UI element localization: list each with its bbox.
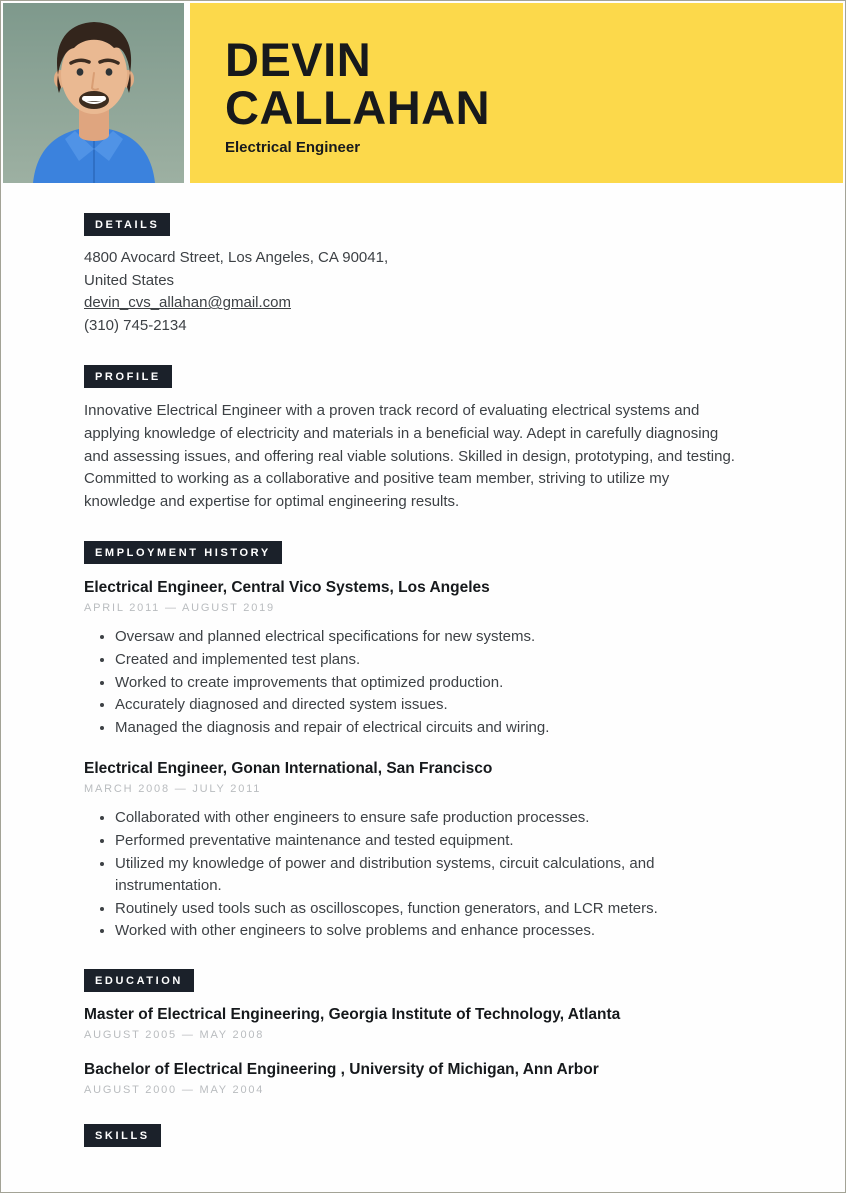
section-details — [84, 213, 745, 337]
education-dates: AUGUST 2000 — MAY 2004 — [84, 1083, 265, 1096]
job-bullet: • Accurately diagnosed and directed system issues. — [115, 694, 745, 717]
job-title: Electrical Engineer, Central Vico Systems, Los Angeles — [84, 579, 490, 597]
address-line-2: United States — [84, 271, 175, 289]
job-entry — [84, 759, 745, 943]
job-dates: MARCH 2008 — JULY 2011 — [84, 783, 262, 796]
job-title-subtitle: Electrical Engineer — [225, 139, 361, 156]
resume-body — [3, 213, 843, 1147]
header-band — [190, 3, 843, 183]
email-link[interactable]: devin_cvs_allahan@gmail.com — [84, 294, 291, 312]
job-bullet-list — [84, 807, 745, 943]
job-bullet: • Performed preventative maintenance and tested equipment. — [115, 830, 745, 853]
job-bullet-list — [84, 626, 745, 739]
education-entry — [84, 1005, 745, 1041]
job-bullet: • Worked to create improvements that optimized production. — [115, 672, 745, 695]
education-heading: EDUCATION — [84, 969, 194, 992]
skills-heading: SKILLS — [84, 1124, 161, 1147]
job-bullet: • Collaborated with other engineers to ensure safe production processes. — [115, 807, 745, 830]
job-bullet: • Worked with other engineers to solve problems and enhance processes. — [115, 920, 745, 943]
details-heading: DETAILS — [84, 213, 170, 236]
name-second-line: CALLAHAN — [225, 81, 491, 134]
section-skills — [84, 1124, 745, 1147]
profile-photo — [3, 3, 184, 183]
portrait-illustration — [3, 3, 184, 183]
section-education — [84, 969, 745, 1096]
name-first-line: DEVIN — [225, 33, 372, 86]
job-dates: APRIL 2011 — AUGUST 2019 — [84, 602, 275, 615]
contact-details — [84, 247, 745, 337]
job-bullet: • Oversaw and planned electrical specifications for new systems. — [115, 626, 745, 649]
job-entry — [84, 578, 745, 739]
education-degree: Master of Electrical Engineering, Georgia Institute of Technology, Atlanta — [84, 1005, 621, 1023]
education-entry — [84, 1060, 745, 1096]
profile-heading: PROFILE — [84, 365, 172, 388]
job-bullet: • Created and implemented test plans. — [115, 649, 745, 672]
job-bullet: • Utilized my knowledge of power and distribution systems, circuit calculations, and instrumentation. — [115, 853, 745, 898]
job-title: Electrical Engineer, Gonan International, San Francisco — [84, 760, 493, 778]
job-bullet: • Routinely used tools such as oscilloscopes, function generators, and LCR meters. — [115, 898, 745, 921]
employment-history-heading: EMPLOYMENT HISTORY — [84, 541, 282, 564]
resume-header — [3, 3, 843, 183]
section-employment-history — [84, 541, 745, 943]
section-profile — [84, 365, 745, 513]
job-bullet: • Managed the diagnosis and repair of electrical circuits and wiring. — [115, 717, 745, 740]
phone-number: (310) 745-2134 — [84, 316, 187, 334]
address-line-1: 4800 Avocard Street, Los Angeles, CA 90041, — [84, 249, 389, 266]
profile-summary: Innovative Electrical Engineer with a proven track record of evaluating electrical systems and applying knowledge of electricity and materials in a beneficial way. Adept in carefully diagnosing and assessing issues, and offering real viable solutions. Skilled in design, prototyping, and testing. Committed to working as a collaborative and positive team member, striving to utilize my knowledge and expertise for optimal engineering results. — [84, 402, 735, 510]
education-dates: AUGUST 2005 — MAY 2008 — [84, 1028, 265, 1041]
education-degree: Bachelor of Electrical Engineering , University of Michigan, Ann Arbor — [84, 1060, 599, 1078]
